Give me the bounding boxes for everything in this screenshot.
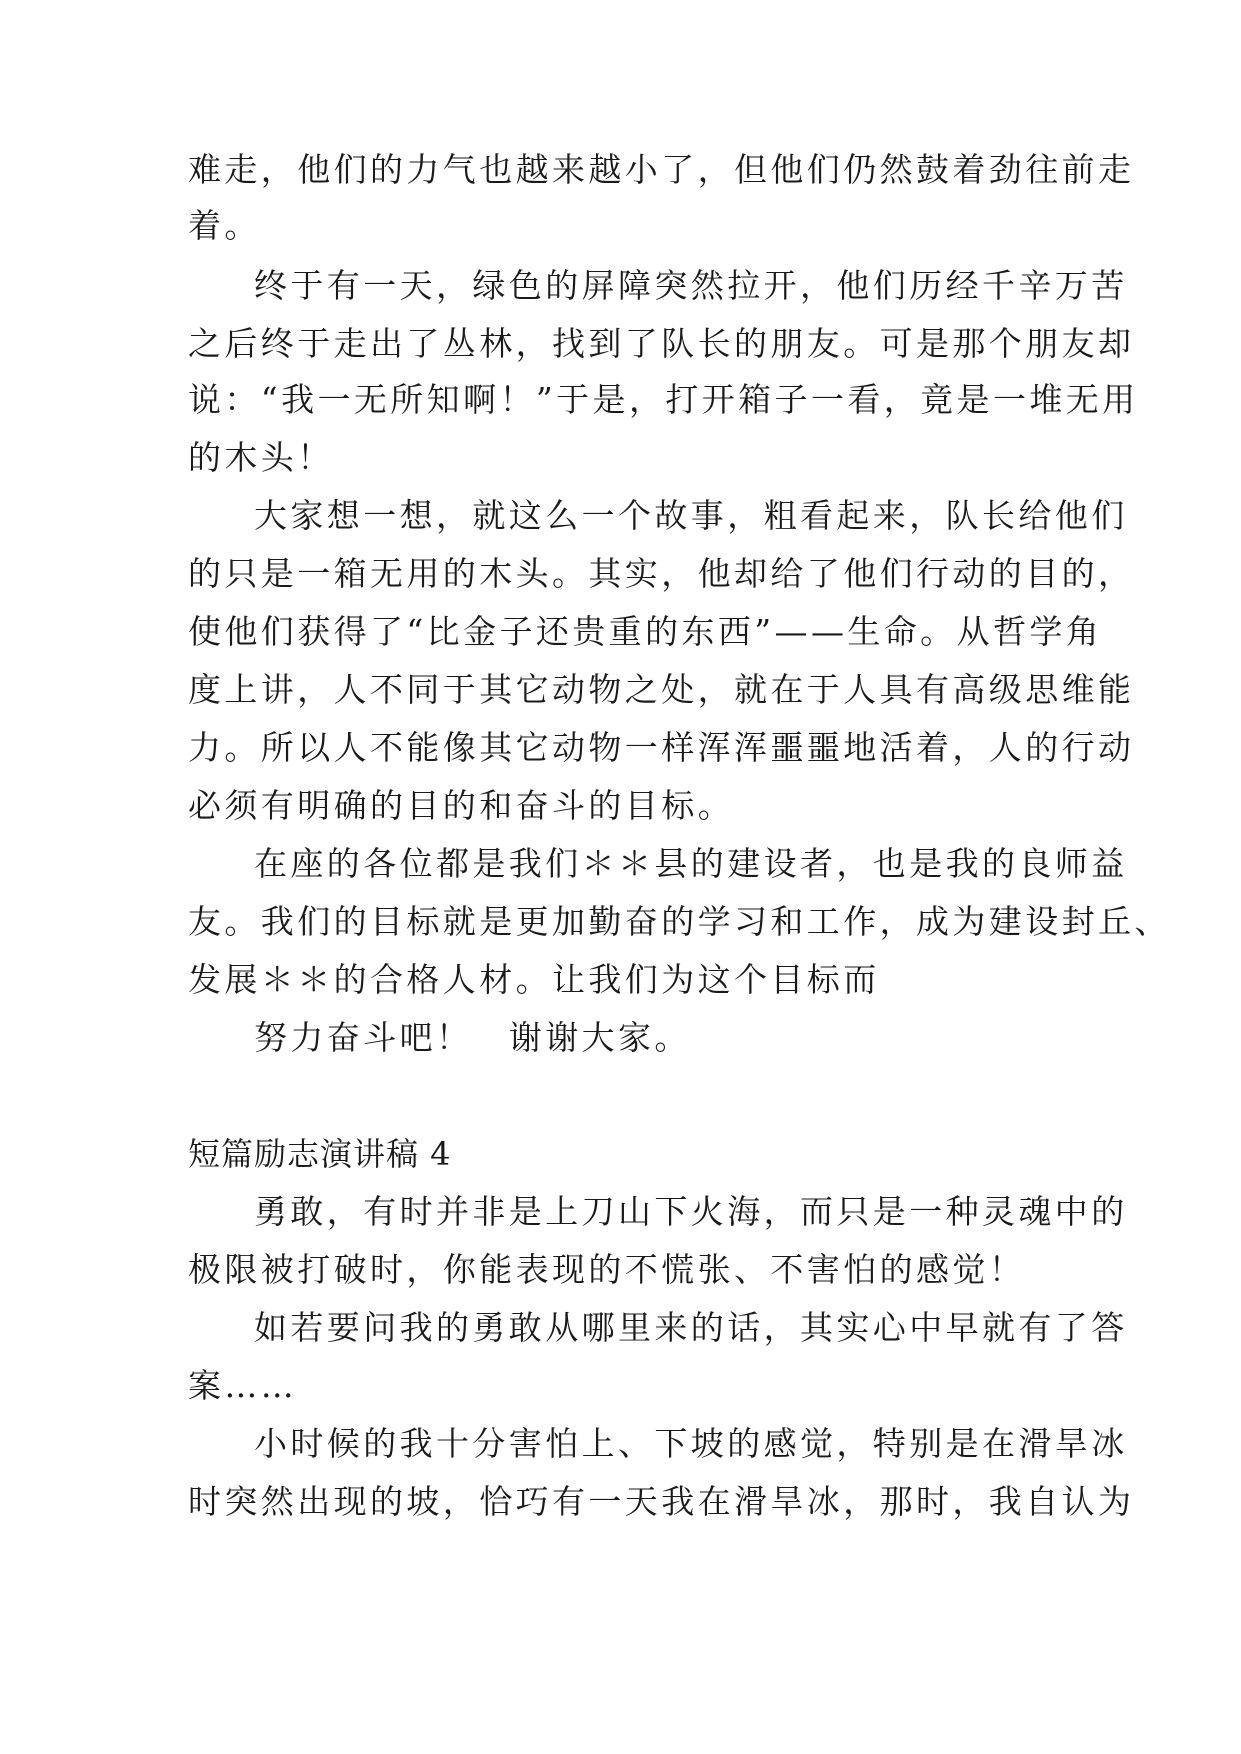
paragraph-line: 难走，他们的力气也越来越小了，但他们仍然鼓着劲往前走 <box>188 150 1135 189</box>
paragraph-line: 如若要问我的勇敢从哪里来的话，其实心中早就有了答 <box>254 1308 1128 1347</box>
paragraph-line: 友。我们的目标就是更加勤奋的学习和工作，成为建设封丘、 <box>188 902 1171 941</box>
paragraph-line: 勇敢，有时并非是上刀山下火海，而只是一种灵魂中的 <box>254 1192 1128 1231</box>
paragraph-line: 发展＊＊的合格人材。让我们为这个目标而 <box>188 960 880 999</box>
paragraph-line: 说：“我一无所知啊！”于是，打开箱子一看，竟是一堆无用 <box>188 380 1139 419</box>
paragraph-line: 着。 <box>188 206 261 245</box>
paragraph-line: 度上讲，人不同于其它动物之处，就在于人具有高级思维能 <box>188 670 1135 709</box>
paragraph-line: 力。所以人不能像其它动物一样浑浑噩噩地活着，人的行动 <box>188 728 1135 767</box>
paragraph-line: 小时候的我十分害怕上、下坡的感觉，特别是在滑旱冰 <box>254 1424 1128 1463</box>
paragraph-line: 的只是一箱无用的木头。其实，他却给了他们行动的目的， <box>188 554 1135 593</box>
paragraph-line: 时突然出现的坡，恰巧有一天我在滑旱冰，那时，我自认为 <box>188 1482 1135 1521</box>
paragraph-line: 的木头！ <box>188 438 334 477</box>
paragraph-line: 必须有明确的目的和奋斗的目标。 <box>188 786 734 825</box>
paragraph-line: 案…… <box>188 1366 298 1405</box>
paragraph-line: 使他们获得了“比金子还贵重的东西”——生命。从哲学角 <box>188 612 1103 651</box>
paragraph-line: 在座的各位都是我们＊＊县的建设者，也是我的良师益 <box>254 844 1128 883</box>
paragraph-line: 大家想一想，就这么一个故事，粗看起来，队长给他们 <box>254 496 1128 535</box>
paragraph-line: 之后终于走出了丛林，找到了队长的朋友。可是那个朋友却 <box>188 324 1135 363</box>
paragraph-line: 极限被打破时，你能表现的不慌张、不害怕的感觉！ <box>188 1250 1026 1289</box>
paragraph-line: 终于有一天，绿色的屏障突然拉开，他们历经千辛万苦 <box>254 266 1128 305</box>
paragraph-line: 努力奋斗吧！ 谢谢大家。 <box>254 1018 691 1057</box>
section-heading: 短篇励志演讲稿 4 <box>188 1135 452 1173</box>
